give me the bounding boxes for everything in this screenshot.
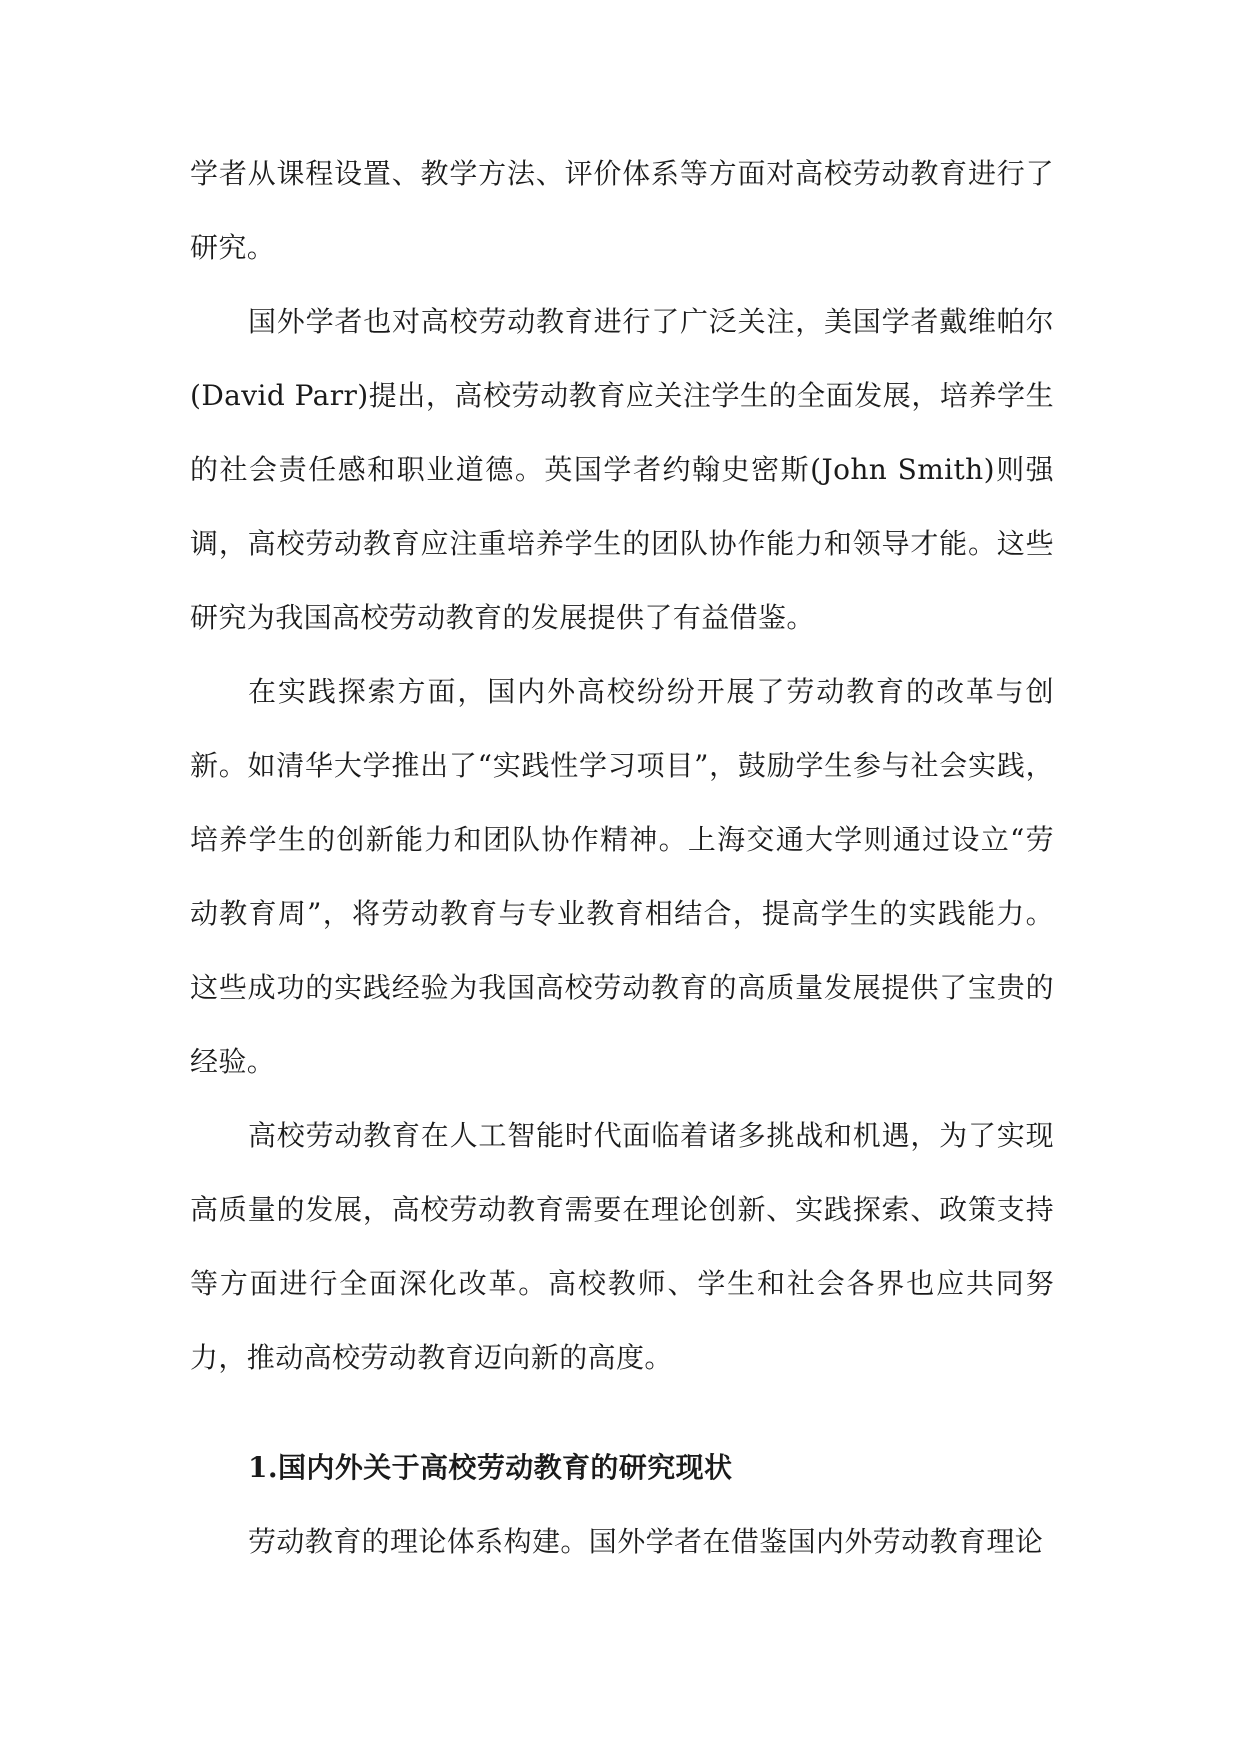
paragraph-theory-system: 劳动教育的理论体系构建。国外学者在借鉴国内外劳动教育理论: [248, 1525, 1044, 1558]
paragraph-practice-exploration: 在实践探索方面，国内外高校纷纷开展了劳动教育的改革与创新。如清华大学推出了“实践性学习项目”，鼓励学生参与社会实践，培养学生的创新能力和团队协作精神。上海交通大学则通过设立“劳动教育周”，将劳动教育与专业教育相结合，提高学生的实践能力。这些成功的实践经验为我国高校劳动教育的高质量发展提供了宝贵的经验。: [190, 675, 1054, 1078]
paragraph-continued: 学者从课程设置、教学方法、评价体系等方面对高校劳动教育进行了研究。: [190, 157, 1054, 264]
paragraph-challenges: 高校劳动教育在人工智能时代面临着诸多挑战和机遇，为了实现高质量的发展，高校劳动教育需要在理论创新、实践探索、政策支持等方面进行全面深化改革。高校教师、学生和社会各界也应共同努力，推动高校劳动教育迈向新的高度。: [190, 1119, 1054, 1374]
document-body: [190, 137, 1054, 1579]
paragraph-foreign-scholars: 国外学者也对高校劳动教育进行了广泛关注，美国学者戴维帕尔(David Parr)提出，高校劳动教育应关注学生的全面发展，培养学生的社会责任感和职业道德。英国学者约翰史密斯(John Smith)则强调，高校劳动教育应注重培养学生的团队协作能力和领导才能。这些研究为我国高校劳动教育的发展提供了有益借鉴。: [190, 305, 1054, 634]
section-heading: 1.国内外关于高校劳动教育的研究现状: [248, 1451, 733, 1484]
